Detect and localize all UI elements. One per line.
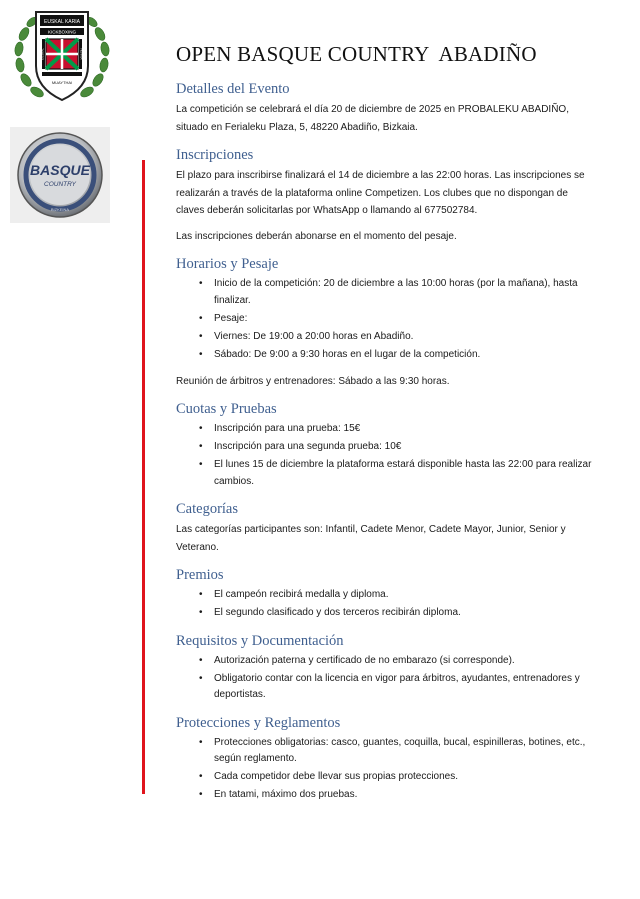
badge-text-sub: COUNTRY xyxy=(44,181,76,188)
list-item: • Autorización paterna y certificado de no embarazo (si corresponde). xyxy=(176,653,596,670)
inscripciones-text-2: Las inscripciones deberán abonarse en el momento del pesaje. xyxy=(176,230,457,242)
section-heading-cuotas: Cuotas y Pruebas xyxy=(176,401,277,417)
section-requisitos xyxy=(176,632,596,704)
list-item: • Pesaje: xyxy=(176,311,596,328)
list-item: • Inscripción para una segunda prueba: 10€ xyxy=(176,439,596,456)
crest-text-top: EUSKAL KARIA xyxy=(44,19,80,25)
section-cuotas xyxy=(176,400,596,490)
section-heading-protecciones: Protecciones y Reglamentos xyxy=(176,714,341,731)
federation-crest-logo xyxy=(6,4,118,108)
list-item: • Viernes: De 19:00 a 20:00 horas en Abadiño. xyxy=(176,329,596,346)
section-categorias xyxy=(176,500,596,556)
list-item: • Sábado: De 9:00 a 9:30 horas en el lugar de la competición. xyxy=(176,347,596,364)
red-accent-bar xyxy=(142,160,145,794)
list-item: • Inicio de la competición: 20 de diciembre a las 10:00 horas (por la mañana), hasta finalizar. xyxy=(176,276,596,309)
list-item: • El lunes 15 de diciembre la plataforma estará disponible hasta las 22:00 para realizar cambios. xyxy=(176,457,596,490)
section-heading-inscripciones: Inscripciones xyxy=(176,147,254,163)
horarios-note: Reunión de árbitros y entrenadores: Sábado a las 9:30 horas. xyxy=(176,375,450,387)
section-protecciones xyxy=(176,714,596,804)
protecciones-list xyxy=(176,735,596,804)
horarios-list xyxy=(176,276,596,363)
section-horarios xyxy=(176,255,596,390)
section-heading-detalles: Detalles del Evento xyxy=(176,81,290,97)
list-item: • Protecciones obligatorias: casco, guantes, coquilla, bucal, espinilleras, botines, etc., según reglamento. xyxy=(176,735,596,768)
badge-text-main: BASQUE xyxy=(30,162,90,178)
section-heading-categorias: Categorías xyxy=(176,501,239,517)
crest-side-right: HERRIA xyxy=(79,48,84,60)
crest-side-left: EUSKAL xyxy=(40,48,45,60)
premios-list xyxy=(176,587,596,622)
section-heading-premios: Premios xyxy=(176,567,224,583)
inscripciones-text-1: El plazo para inscribirse finalizará el 14 de diciembre a las 22:00 horas. Las inscripciones se realizarán a través de la plataforma online Competizen. Los clubes que no dispongan de claves deberán solicitarlas por WhatsApp o llamando al 677502784. xyxy=(176,170,585,216)
badge-text-bottom: BIZKEINA xyxy=(50,207,70,212)
categorias-text: Las categorías participantes son: Infantil, Cadete Menor, Cadete Mayor, Junior, Senior y Veterano. xyxy=(176,524,566,553)
basque-country-badge-logo xyxy=(10,127,110,223)
crest-text-bottom: MUAYTHAI xyxy=(51,80,73,85)
list-item: • El segundo clasificado y dos terceros recibirán diploma. xyxy=(176,605,596,622)
section-heading-horarios: Horarios y Pesaje xyxy=(176,256,279,272)
section-heading-requisitos: Requisitos y Documentación xyxy=(176,632,344,649)
list-item: • Inscripción para una prueba: 15€ xyxy=(176,421,596,438)
list-item: • En tatami, máximo dos pruebas. xyxy=(176,787,596,804)
section-inscripciones xyxy=(176,146,596,245)
list-item: • Obligatorio contar con la licencia en vigor para árbitros, ayudantes, entrenadores y deportistas. xyxy=(176,671,596,704)
requisitos-list xyxy=(176,653,596,704)
page-title: OPEN BASQUE COUNTRY ABADIÑO xyxy=(176,42,537,66)
document-body xyxy=(176,80,596,814)
section-detalles xyxy=(176,80,596,136)
list-item: • El campeón recibirá medalla y diploma. xyxy=(176,587,596,604)
list-item: • Cada competidor debe llevar sus propias protecciones. xyxy=(176,769,596,786)
crest-text-mid: KICKBOXING xyxy=(47,29,77,35)
section-premios xyxy=(176,566,596,622)
cuotas-list xyxy=(176,421,596,490)
detalles-text: La competición se celebrará el día 20 de diciembre de 2025 en PROBALEKU ABADIÑO, situado en Ferialeku Plaza, 5, 48220 Abadiño, Bizkaia. xyxy=(176,104,569,133)
